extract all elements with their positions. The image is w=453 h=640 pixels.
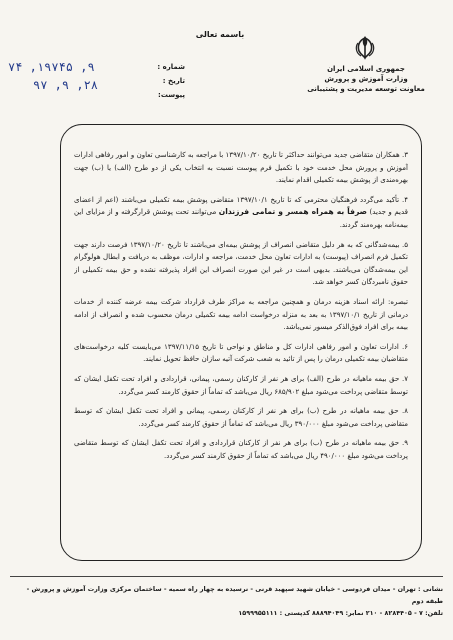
- item-8: ۸. حق بیمه ماهیانه در طرح (ب) برای هر نفر از کارکنان رسمی، پیمانی و افراد تحت تکفل ایشان که توسط متقاضی پرداخت می‌شود مبلغ ۳۹۰/۰۰۰ ریال می‌باشد که تماماً از حقوق کارمند کسر می‌گردد.: [74, 407, 408, 428]
- item-7: ۷. حق بیمه ماهیانه در طرح (الف) برای هر نفر از کارکنان رسمی، پیمانی، قراردادی و افراد تحت تکفل ایشان که توسط متقاضی پرداخت می‌شود مبلغ ۶۸۵/۹۰۲ ریال می‌باشد که تماماً از حقوق کارمند کسر می‌گردد.: [74, 374, 408, 396]
- attachment-label: پیوست:: [158, 91, 185, 99]
- item-4-lead: ۴. تأکید می‌گردد فرهنگیان محترمی که تا تاریخ ۱۳۹۷/۱۰/۱ متقاضی پوشش بیمه تکمیلی می‌باشند (اعم از اعضای قدیم و جدید): [74, 195, 408, 217]
- bismillah: باسمه تعالی: [195, 30, 245, 39]
- handwritten-letter-number: ۷۴ ,۱۹۷۴۵ ,۹: [8, 60, 95, 74]
- item-6: ۶. ادارات تعاون و امور رفاهی ادارات کل و مناطق و نواحی تا تاریخ ۱۳۹۷/۱۱/۱۵ می‌بایست کلیه درخواست‌های متقاضیان بیمه تکمیلی درمان را پس از تائید به شعب شرکت آتیه سازان حافظ تحویل نمایند.: [74, 342, 408, 364]
- item-9: ۹. حق بیمه ماهیانه در طرح (ب) برای هر نفر از کارکنان قراردادی و افراد تحت تکفل ایشان که توسط متقاضی پرداخت می‌شود مبلغ ۴۹۰/۰۰۰ ریال می‌باشد که تماماً از حقوق کارمند کسر می‌گردد.: [74, 439, 408, 460]
- item-4-tail: می‌توانند تحت پوشش قرارگرفته و از مزایای این بیمه‌نامه بهره‌مند گردند.: [74, 208, 408, 229]
- letter-meta: [95, 60, 185, 102]
- iran-emblem-icon: [352, 34, 378, 60]
- date-label: تاریخ :: [162, 77, 185, 85]
- item-5: ۵. بیمه‌شدگانی که به هر دلیل متقاضی انصراف از پوشش بیمه‌ای می‌باشند تا تاریخ ۱۳۹۷/۱۰/۲۰ فرصت دارند جهت تکمیل فرم انصراف (پیوست) به ادارات تعاون محل خدمت، مراجعه و ادارات، موظف به دریافت و ابطال هولوگرام این بیمه‌شدگان می‌باشند. بدیهی است در غیر این صورت انصراف این افراد پذیرفته نشده و حق بیمه تکمیلی از حقوق نامبردگان کسر خواهد شد.: [74, 240, 408, 287]
- org-line-ministry: وزارت آموزش و پرورش: [324, 75, 408, 83]
- org-line-deputy: معاونت توسعه مدیریت و پشتیبانی: [307, 85, 425, 93]
- item-5-note: تبصره: ارائه اسناد هزینه درمان و همچنین مراجعه به مراکز طرف قرارداد شرکت بیمه عرضه کننده از خدمات درمانی از تاریخ ۱۳۹۷/۱۰/۱ به بعد به منزله درخواست ادامه بیمه تکمیلی درمان محسوب شده و انصراف از ادامه بیمه برای افراد فوق‌الذکر میسور نمی‌باشد.: [74, 297, 408, 332]
- item-3: ۳. همکاران متقاضی جدید می‌توانند حداکثر تا تاریخ ۱۳۹۷/۱۰/۲۰ با مراجعه به کارشناسی تعاون و امور رفاهی ادارات آموزش و پرورش محل خدمت خود با تکمیل فرم پیوست نسبت به انتخاب یکی از دو طرح (الف) یا (ب) جهت بهره‌مندی از پوشش بیمه تکمیلی اقدام نمایند.: [74, 151, 408, 185]
- meta-date-row: [95, 74, 185, 88]
- letter-body: [74, 142, 408, 552]
- org-line-country: جمهوری اسلامی ایران: [327, 65, 405, 73]
- number-label: شماره :: [157, 63, 185, 71]
- meta-attachment-row: [95, 88, 185, 102]
- letter-footer: [10, 576, 443, 619]
- meta-number-row: [95, 60, 185, 74]
- item-4-emphasis: صرفاً به همراه همسر و تمامی فرزندان: [218, 207, 368, 217]
- item-4: [74, 194, 408, 232]
- footer-address: نشانی : تهران - میدان فردوسی - خیابان شهید سپهبد قرنی - نرسیده به چهار راه سمیه - ساختمان مرکزی وزارت آموزش و پرورش - طبقه دوم: [26, 585, 443, 605]
- handwritten-letter-date: ۹۷ ,۹ ,۲۸: [33, 78, 99, 92]
- footer-contact: تلفن: ۷ - ۸۲۸۴۴۰۵ - ۲۱۰ نمابر: ۸۸۸۹۴۰۴۹ کدپستی : ۱۵۹۹۹۵۵۱۱۱: [238, 609, 443, 617]
- organization-header: [301, 64, 431, 94]
